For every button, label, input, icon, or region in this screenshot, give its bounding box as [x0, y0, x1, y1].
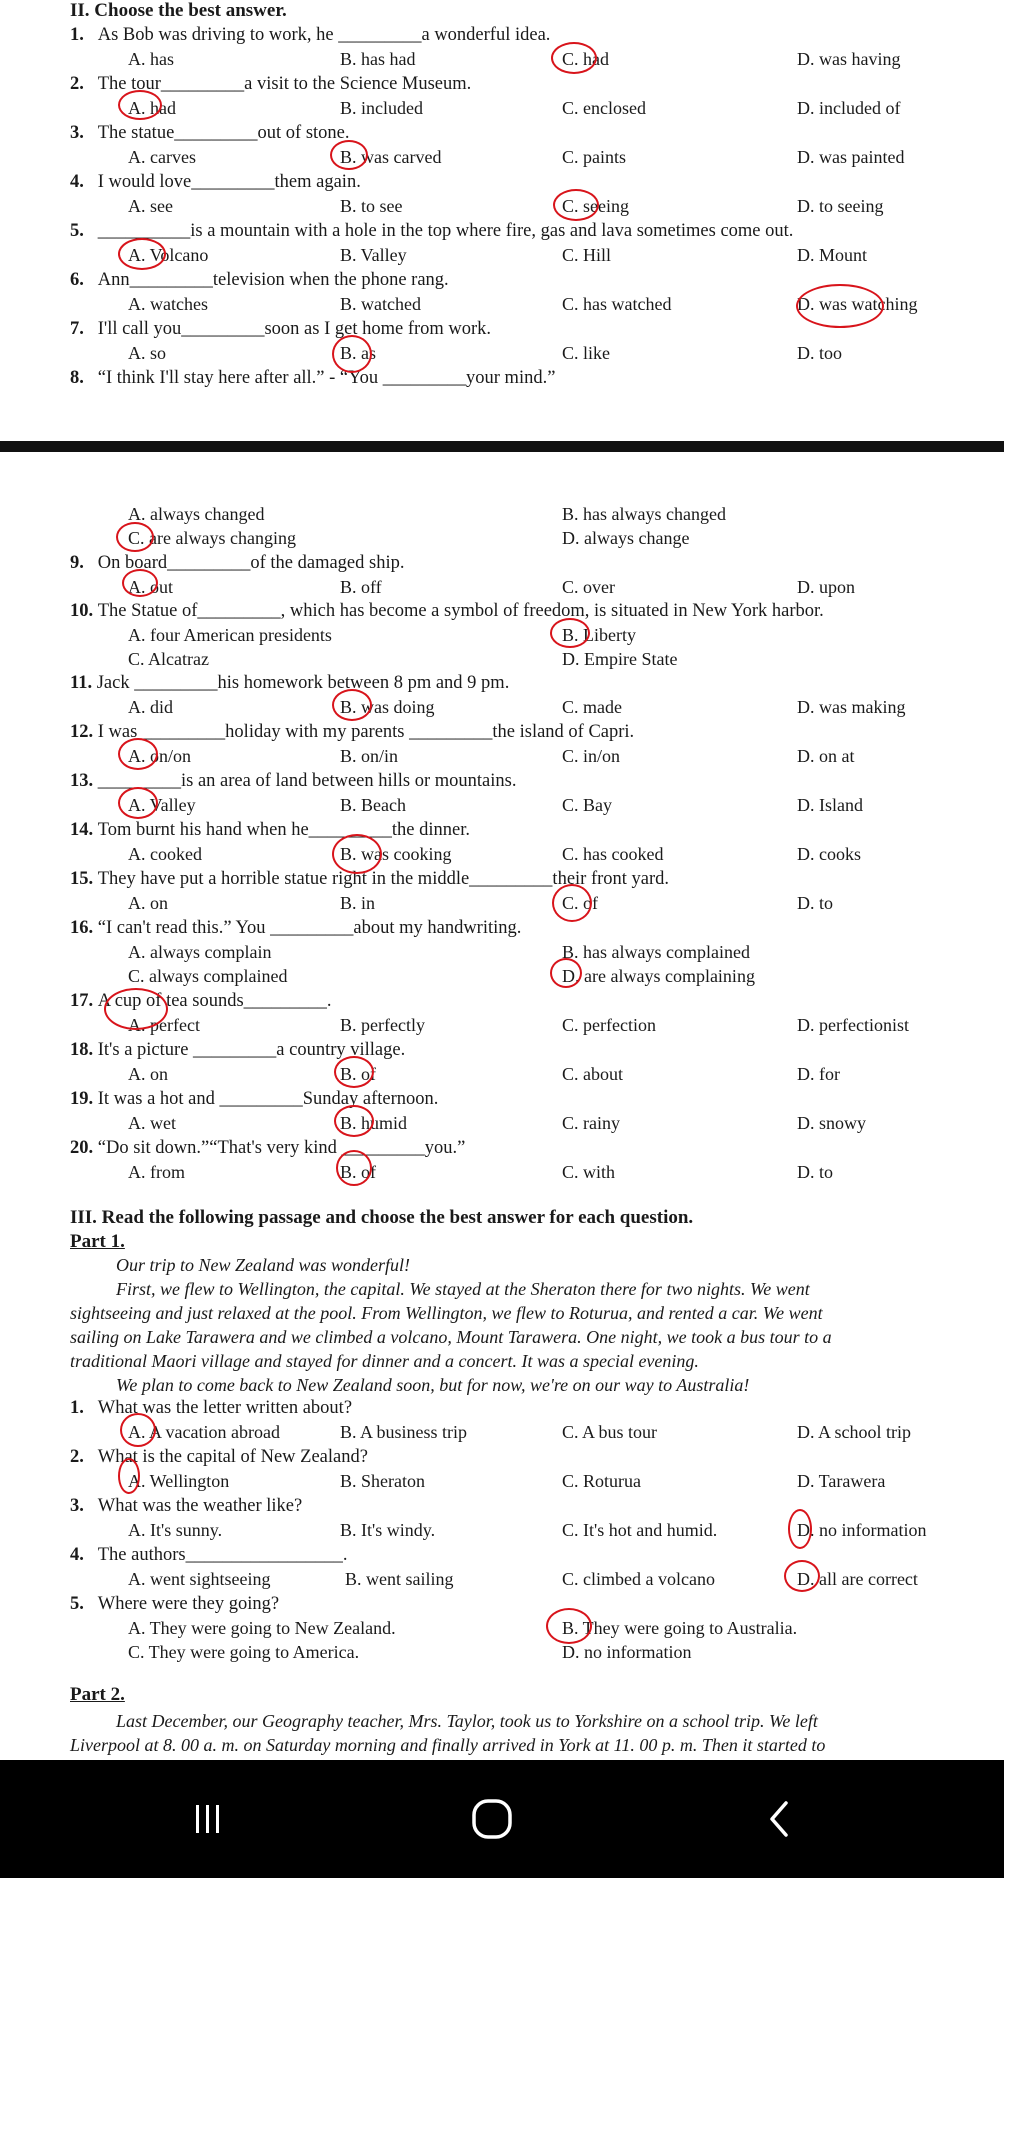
section-2-title: II. Choose the best answer. — [70, 0, 287, 21]
recent-apps-button[interactable] — [148, 1760, 268, 1878]
question-3: 3. The statue_________out of stone. — [70, 123, 350, 143]
reading-question-5: 5. Where were they going? — [70, 1594, 280, 1614]
q9-option-d[interactable]: D. upon — [797, 577, 855, 597]
reading-question-2: 2. What is the capital of New Zealand? — [70, 1447, 368, 1467]
question-7: 7. I'll call you_________soon as I get home from work. — [70, 319, 492, 339]
q10-option-d[interactable]: D. Empire State — [562, 649, 678, 669]
q12-option-b[interactable]: B. on/in — [340, 746, 399, 766]
q4-option-a[interactable]: A. see — [128, 196, 173, 216]
q16-option-d[interactable]: D. are always complaining — [562, 966, 755, 986]
q8-option-b[interactable]: B. has always changed — [562, 504, 726, 524]
q1-option-d[interactable]: D. was having — [797, 49, 901, 69]
q15-option-a[interactable]: A. on — [128, 893, 168, 913]
q4-option-b[interactable]: B. to see — [340, 196, 403, 216]
rq1-option-d[interactable]: D. A school trip — [797, 1422, 912, 1442]
q13-option-d[interactable]: D. Island — [797, 795, 863, 815]
rq5-option-a[interactable]: A. They were going to New Zealand. — [128, 1618, 396, 1638]
rq5-option-b[interactable]: B. They were going to Australia. — [562, 1618, 798, 1638]
q4-option-c[interactable]: C. seeing — [562, 196, 629, 216]
rq2-option-d[interactable]: D. Tarawera — [797, 1471, 886, 1491]
answer-mark — [118, 238, 166, 270]
question-11: 11. Jack _________his homework between 8 pm and 9 pm. — [70, 673, 510, 693]
q9-option-a[interactable]: A. out — [128, 577, 173, 597]
reading-question-4: 4. The authors_________________. — [70, 1545, 348, 1565]
q20-option-d[interactable]: D. to — [797, 1162, 833, 1182]
answer-mark — [336, 1150, 372, 1186]
question-2: 2. The tour_________a visit to the Science Museum. — [70, 74, 472, 94]
answer-mark — [546, 1608, 592, 1644]
rq4-option-d[interactable]: D. all are correct — [797, 1569, 918, 1589]
answer-mark — [553, 189, 599, 221]
rq2-option-c[interactable]: C. Roturua — [562, 1471, 641, 1491]
passage-2-line-2: Liverpool at 8. 00 a. m. on Saturday morning and finally arrived in York at 11. 00 p. m. Then it started to — [70, 1735, 826, 1755]
reading-question-3: 3. What was the weather like? — [70, 1496, 303, 1516]
q17-option-b[interactable]: B. perfectly — [340, 1015, 425, 1035]
q17-option-c[interactable]: C. perfection — [562, 1015, 656, 1035]
q3-option-d[interactable]: D. was painted — [797, 147, 905, 167]
answer-mark — [552, 884, 592, 922]
rq3-option-d[interactable]: D. no information — [797, 1520, 927, 1540]
q8-option-c[interactable]: C. are always changing — [128, 528, 296, 548]
rq5-option-c[interactable]: C. They were going to America. — [128, 1642, 360, 1662]
question-17: 17. A cup of tea sounds_________. — [70, 991, 332, 1011]
q5-option-b[interactable]: B. Valley — [340, 245, 407, 265]
rq1-option-a[interactable]: A. A vacation abroad — [128, 1422, 280, 1442]
q19-option-c[interactable]: C. rainy — [562, 1113, 620, 1133]
q3-option-a[interactable]: A. carves — [128, 147, 196, 167]
answer-mark — [796, 284, 884, 328]
q11-option-a[interactable]: A. did — [128, 697, 173, 717]
q7-option-c[interactable]: C. like — [562, 343, 610, 363]
q8-option-a[interactable]: A. always changed — [128, 504, 265, 524]
q6-option-c[interactable]: C. has watched — [562, 294, 672, 314]
q15-option-c[interactable]: C. of — [562, 893, 598, 913]
home-icon — [468, 1795, 516, 1843]
passage-1-line-1: Our trip to New Zealand was wonderful! — [116, 1255, 411, 1275]
question-12: 12. I was _________holiday with my parents _________the island of Capri. — [70, 722, 635, 742]
question-13: 13. _________is an area of land between hills or mountains. — [70, 771, 517, 791]
q2-option-c[interactable]: C. enclosed — [562, 98, 646, 118]
rq3-option-b[interactable]: B. It's windy. — [340, 1520, 436, 1540]
rq2-option-a[interactable]: A. Wellington — [128, 1471, 230, 1491]
q1-option-c[interactable]: C. had — [562, 49, 609, 69]
rq4-option-b[interactable]: B. went sailing — [345, 1569, 454, 1589]
question-14: 14. Tom burnt his hand when he_________the dinner. — [70, 820, 470, 840]
q11-option-d[interactable]: D. was making — [797, 697, 906, 717]
question-10: 10. The Statue of_________, which has become a symbol of freedom, is situated in New York harbor. — [70, 601, 824, 621]
answer-mark — [551, 42, 597, 74]
q7-option-b[interactable]: B. as — [340, 343, 376, 363]
q15-option-b[interactable]: B. in — [340, 893, 376, 913]
question-18: 18. It's a picture _________a country village. — [70, 1040, 406, 1060]
back-icon — [760, 1799, 800, 1839]
q2-option-a[interactable]: A. had — [128, 98, 176, 118]
q11-option-c[interactable]: C. made — [562, 697, 622, 717]
answer-mark — [122, 569, 158, 597]
navigation-bar — [0, 1760, 1004, 1878]
answer-mark — [330, 140, 368, 170]
passage-1-line-2: First, we flew to Wellington, the capital. We stayed at the Sheraton there for two nights. We went — [116, 1279, 810, 1299]
q6-option-b[interactable]: B. watched — [340, 294, 421, 314]
rq1-option-c[interactable]: C. A bus tour — [562, 1422, 658, 1442]
answer-mark — [118, 787, 158, 819]
q3-option-c[interactable]: C. paints — [562, 147, 627, 167]
q5-option-a[interactable]: A. Volcano — [128, 245, 209, 265]
answer-mark — [118, 1458, 140, 1494]
q10-option-c[interactable]: C. Alcatraz — [128, 649, 209, 669]
passage-1-line-4: sailing on Lake Tarawera and we climbed a volcano, Mount Tarawera. One night, we took a bus tour to a — [70, 1327, 832, 1347]
q7-option-a[interactable]: A. so — [128, 343, 167, 363]
answer-mark — [332, 335, 372, 373]
q19-option-b[interactable]: B. humid — [340, 1113, 408, 1133]
q1-option-b[interactable]: B. has had — [340, 49, 416, 69]
question-16: 16. “I can't read this.” You _________about my handwriting. — [70, 918, 522, 938]
answer-mark — [550, 958, 582, 988]
answer-mark — [788, 1509, 812, 1549]
question-20: 20. “Do sit down.”“That's very kind _________you.” — [70, 1138, 466, 1158]
question-6: 6. Ann_________television when the phone rang. — [70, 270, 449, 290]
part-2-label: Part 2. — [70, 1684, 125, 1705]
q12-option-d[interactable]: D. on at — [797, 746, 855, 766]
rq4-option-a[interactable]: A. went sightseeing — [128, 1569, 271, 1589]
q1-option-a[interactable]: A. has — [128, 49, 174, 69]
q14-option-a[interactable]: A. cooked — [128, 844, 202, 864]
answer-mark — [550, 618, 590, 648]
passage-1-line-5: traditional Maori village and stayed for dinner and a concert. It was a special evening. — [70, 1351, 699, 1371]
section-3-title: III. Read the following passage and choose the best answer for each question. — [70, 1207, 694, 1228]
q18-option-b[interactable]: B. of — [340, 1064, 376, 1084]
q13-option-c[interactable]: C. Bay — [562, 795, 613, 815]
home-button[interactable] — [432, 1760, 552, 1878]
q17-option-d[interactable]: D. perfectionist — [797, 1015, 909, 1035]
rq4-option-c[interactable]: C. climbed a volcano — [562, 1569, 715, 1589]
q9-option-b[interactable]: B. off — [340, 577, 382, 597]
rq3-option-a[interactable]: A. It's sunny. — [128, 1520, 223, 1540]
rq2-option-b[interactable]: B. Sheraton — [340, 1471, 425, 1491]
q2-option-d[interactable]: D. included of — [797, 98, 901, 118]
answer-mark — [118, 738, 158, 770]
q20-option-c[interactable]: C. with — [562, 1162, 616, 1182]
q13-option-a[interactable]: A. Valley — [128, 795, 196, 815]
question-19: 19. It was a hot and _________Sunday afternoon. — [70, 1089, 439, 1109]
q12-option-c[interactable]: C. in/on — [562, 746, 621, 766]
question-8: 8. “I think I'll stay here after all.” - “You _________your mind.” — [70, 368, 556, 388]
passage-1-line-3: sightseeing and just relaxed at the pool. From Wellington, we flew to Roturua, and rented a car. We went — [70, 1303, 823, 1323]
q16-option-b[interactable]: B. has always complained — [562, 942, 750, 962]
question-9: 9. On board_________of the damaged ship. — [70, 553, 405, 573]
q10-option-b[interactable]: B. Liberty — [562, 625, 636, 645]
reading-question-1: 1. What was the letter written about? — [70, 1398, 353, 1418]
q8-option-d[interactable]: D. always change — [562, 528, 690, 548]
answer-mark — [104, 988, 168, 1030]
q2-option-b[interactable]: B. included — [340, 98, 423, 118]
answer-mark — [332, 834, 382, 874]
answer-mark — [116, 522, 154, 552]
back-button[interactable] — [720, 1760, 840, 1878]
q18-option-a[interactable]: A. on — [128, 1064, 168, 1084]
recent-apps-icon — [188, 1799, 228, 1839]
q19-option-d[interactable]: D. snowy — [797, 1113, 867, 1133]
page-divider — [0, 441, 1004, 452]
q16-option-c[interactable]: C. always complained — [128, 966, 288, 986]
q18-option-d[interactable]: D. for — [797, 1064, 840, 1084]
q20-option-b[interactable]: B. of — [340, 1162, 376, 1182]
answer-mark — [118, 90, 162, 120]
q18-option-c[interactable]: C. about — [562, 1064, 623, 1084]
passage-1-line-6: We plan to come back to New Zealand soon, but for now, we're on our way to Australia! — [116, 1375, 750, 1395]
q20-option-a[interactable]: A. from — [128, 1162, 185, 1182]
q3-option-b[interactable]: B. was carved — [340, 147, 442, 167]
q15-option-d[interactable]: D. to — [797, 893, 833, 913]
q12-option-a[interactable]: A. on/on — [128, 746, 191, 766]
rq1-option-b[interactable]: B. A business trip — [340, 1422, 468, 1442]
q16-option-a[interactable]: A. always complain — [128, 942, 272, 962]
answer-mark — [334, 1056, 374, 1088]
part-1-label: Part 1. — [70, 1231, 125, 1252]
q6-option-a[interactable]: A. watches — [128, 294, 208, 314]
question-1: 1. As Bob was driving to work, he _________a wonderful idea. — [70, 25, 551, 45]
q13-option-b[interactable]: B. Beach — [340, 795, 406, 815]
q19-option-a[interactable]: A. wet — [128, 1113, 176, 1133]
q10-option-a[interactable]: A. four American presidents — [128, 625, 332, 645]
q7-option-d[interactable]: D. too — [797, 343, 842, 363]
q14-option-d[interactable]: D. cooks — [797, 844, 861, 864]
q5-option-d[interactable]: D. Mount — [797, 245, 868, 265]
rq5-option-d[interactable]: D. no information — [562, 1642, 692, 1662]
answer-mark — [332, 689, 372, 721]
q9-option-c[interactable]: C. over — [562, 577, 615, 597]
question-4: 4. I would love_________them again. — [70, 172, 361, 192]
q4-option-d[interactable]: D. to seeing — [797, 196, 884, 216]
answer-mark — [120, 1413, 156, 1447]
question-5: 5. __________is a mountain with a hole in the top where fire, gas and lava sometimes come out. — [70, 221, 794, 241]
answer-mark — [334, 1105, 374, 1137]
rq3-option-c[interactable]: C. It's hot and humid. — [562, 1520, 718, 1540]
q14-option-c[interactable]: C. has cooked — [562, 844, 664, 864]
q5-option-c[interactable]: C. Hill — [562, 245, 612, 265]
q11-option-b[interactable]: B. was doing — [340, 697, 435, 717]
q17-option-a[interactable]: A. perfect — [128, 1015, 200, 1035]
question-15: 15. They have put a horrible statue right in the middle_________their front yard. — [70, 869, 670, 889]
answer-mark — [784, 1560, 820, 1592]
passage-2-line-1: Last December, our Geography teacher, Mrs. Taylor, took us to Yorkshire on a school trip. We left — [116, 1711, 818, 1731]
q6-option-d[interactable]: D. was watching — [797, 294, 918, 314]
q14-option-b[interactable]: B. was cooking — [340, 844, 452, 864]
